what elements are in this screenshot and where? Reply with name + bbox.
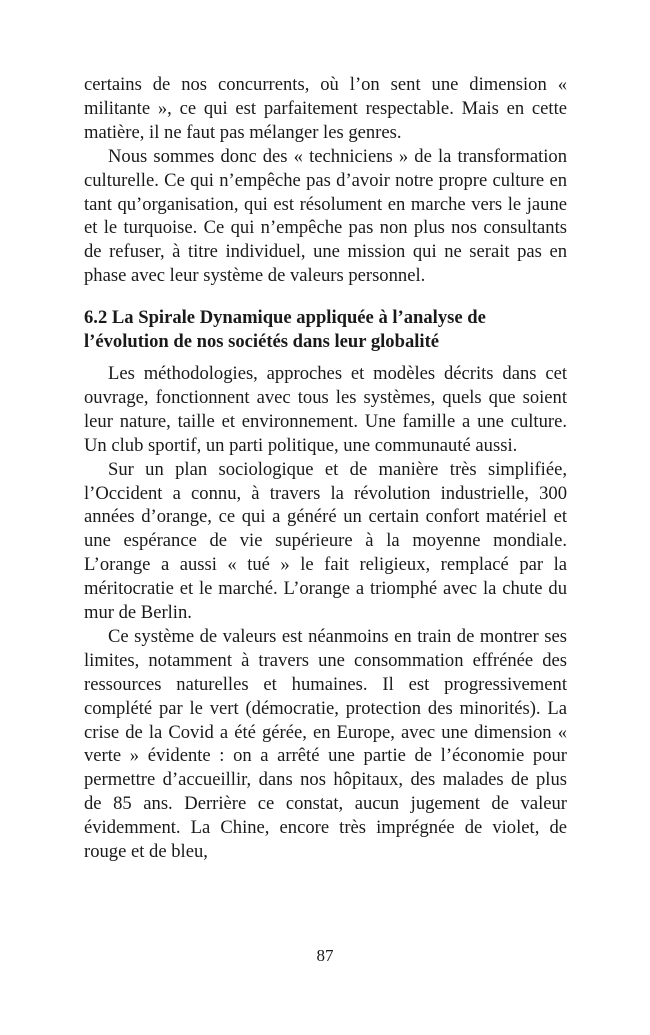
page-body: [84, 73, 567, 864]
page-number: 87: [316, 946, 334, 965]
section-heading: 6.2 La Spirale Dynamique appliquée à l’analyse de l’évolution de nos sociétés dans leur globalité: [84, 307, 486, 353]
paragraph-systeme-valeurs: Ce système de valeurs est néanmoins en train de montrer ses limites, notamment à travers une consommation effrénée des ressources naturelles et humaines. Il est progressivement complété par le vert (démocratie, protection des minorités). La crise de la Covid a été gérée, en Europe, avec une dimension « verte » évidente : on a arrêté une partie de l’économie pour permettre d’accueillir, dans nos hôpitaux, des malades de plus de 85 ans. Derrière ce constat, aucun jugement de valeur évidemment. La Chine, encore très imprégnée de violet, de rouge et de bleu,: [84, 625, 567, 863]
paragraph-methodologies: Les méthodologies, approches et modèles décrits dans cet ouvrage, fonctionnent avec tous les systèmes, quels que soient leur nature, taille et environnement. Une famille a une culture. Un club sportif, un parti politique, une communauté aussi.: [84, 362, 567, 456]
paragraph-techniciens: Nous sommes donc des « techniciens » de la transformation culturelle. Ce qui n’empêche pas d’avoir notre propre culture en tant qu’organisation, qui est résolument en marche vers le jaune et le turquoise. Ce qui n’empêche pas non plus nos consultants de refuser, à titre individuel, une mission qui ne serait pas en phase avec leur système de valeurs personnel.: [84, 145, 567, 287]
paragraph-sociologique: Sur un plan sociologique et de manière très simplifiée, l’Occident a connu, à travers la révolution industrielle, 300 années d’orange, ce qui a généré un certain confort matériel et une espérance de vie supérieure à la moyenne mondiale. L’orange a aussi « tué » le fait religieux, remplacé par la méritocratie et le marché. L’orange a triomphé avec la chute du mur de Berlin.: [84, 458, 567, 624]
paragraph-continuation: certains de nos concurrents, où l’on sent une dimension « militante », ce qui est parfaitement respectable. Mais en cette matière, il ne faut pas mélanger les genres.: [84, 74, 567, 143]
